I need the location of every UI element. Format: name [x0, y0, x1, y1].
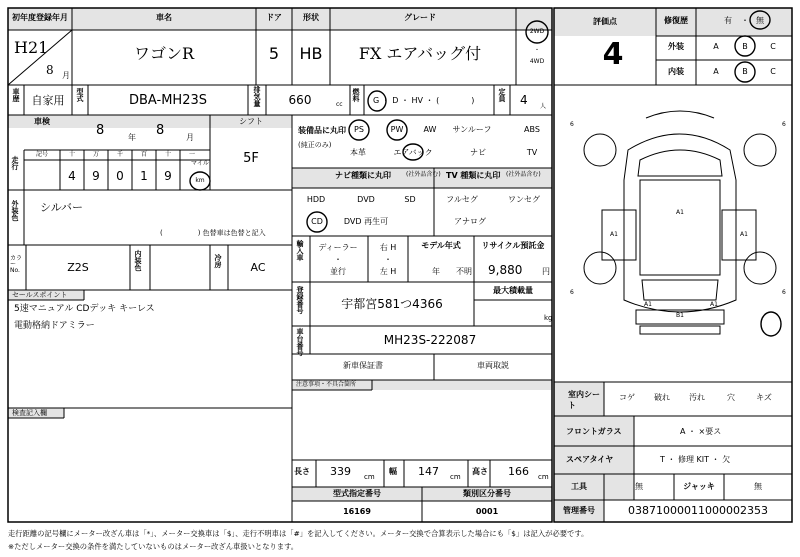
damage-mark-roof: A1 — [676, 209, 684, 216]
equipment-item-3: サンルーフ — [452, 125, 492, 134]
damage-mark-rear-right: A1 — [710, 301, 718, 308]
windshield: A ・ ×要ス — [680, 427, 722, 436]
drive-2wd: 2WD — [529, 28, 545, 35]
mileage-col-label-0: 十 — [68, 151, 76, 158]
jack-label: ジャッキ — [683, 482, 715, 491]
color-note: ( ) 色替車は色替と記入 — [160, 229, 266, 237]
footer-line-2: ※ただしメーター交換の条件を満たしていないものはメーター改ざん車扱いとなります。 — [8, 542, 299, 551]
repair-none: 無 — [756, 16, 764, 25]
height-unit: cm — [538, 473, 549, 481]
mileage-digit-0: 4 — [68, 169, 76, 183]
spare-label: スペアタイヤ — [566, 455, 614, 464]
width-label: 幅 — [389, 467, 397, 476]
length-label: 長さ — [294, 467, 310, 476]
tools-label: 工具 — [571, 482, 587, 491]
capacity-unit: 人 — [540, 103, 547, 110]
import-parallel: 並行 — [330, 267, 346, 276]
equipment-item-2: AW — [423, 125, 437, 134]
exterior-a: A — [713, 42, 719, 51]
mileage-col-label-1: 万 — [92, 151, 100, 158]
mileage-col-label-4: 十 — [164, 151, 172, 158]
length-unit: cm — [364, 473, 375, 481]
color-no: Z2S — [67, 261, 89, 274]
left-hand: 左 H — [379, 267, 397, 276]
shape-label: 形状 — [303, 13, 319, 22]
score-value: 4 — [602, 37, 624, 72]
reg-label: 登録番号 — [296, 286, 304, 314]
class-number: 0001 — [475, 507, 499, 516]
color-no-label: カラーNo. — [10, 255, 23, 274]
navi-item-4: DVD 再生可 — [343, 217, 389, 226]
reg-month-unit: 月 — [62, 71, 70, 80]
mileage-label: 走行 — [11, 156, 19, 170]
displacement: 660 — [288, 93, 312, 107]
mgmt-number: 03871000011000002353 — [628, 504, 768, 517]
tv-sub: (社外品含む) — [506, 171, 541, 178]
chassis-number: MH23S-222087 — [383, 333, 477, 347]
equipment-item-4: ABS — [524, 125, 540, 134]
damage-mark-right: A1 — [740, 231, 748, 238]
seat-item-0: コゲ — [619, 393, 635, 402]
caution-label: 注意事項・不具合箇所 — [296, 381, 357, 388]
seat-label: 室内シート — [568, 390, 600, 410]
vehicle-cat-label: 車歴 — [12, 88, 20, 102]
navi-label: ナビ種類に丸印 — [335, 171, 391, 180]
exterior-c: C — [770, 42, 776, 51]
doors-label: ドア — [266, 13, 282, 22]
doors: 5 — [268, 44, 280, 63]
fuel-label: 燃料 — [352, 88, 360, 102]
shaken-month-unit: 月 — [186, 133, 194, 142]
shift: 5F — [243, 151, 259, 166]
navi-item-2: SD — [404, 195, 416, 204]
selling-points-label: セールスポイント — [12, 291, 68, 299]
kg-unit: kg — [544, 314, 553, 322]
shaken-month: 8 — [156, 123, 165, 138]
repair-have: 有 — [724, 16, 732, 25]
tire-depth-rr: 6 — [782, 289, 786, 296]
capacity: 4 — [520, 93, 528, 107]
chassis-label: 車台番号 — [296, 328, 304, 356]
ac-label: 冷房 — [214, 254, 222, 268]
model-year-label: モデル年式 — [421, 241, 461, 250]
exterior-label: 外装 — [668, 42, 684, 51]
selling-line-1: 5速マニュアル CDデッキ キーレス — [14, 304, 155, 314]
drive-dot: ・ — [533, 47, 541, 54]
shaken-year: 8 — [96, 123, 105, 138]
damage-mark-rear-left: A1 — [644, 301, 652, 308]
selling-line-2: 電動格納ドアミラー — [14, 321, 95, 331]
mileage-col-label-2: 千 — [116, 151, 124, 158]
mile-label: マイル — [191, 160, 209, 167]
spare-tire: T ・ 修理 KIT ・ 欠 — [660, 455, 731, 464]
interior-b: B — [742, 67, 748, 76]
recycle-fee: 9,880 — [488, 263, 523, 277]
model-label: 型式 — [76, 88, 84, 102]
equipment-item-8: TV — [526, 148, 538, 157]
inspection-notes-label: 検査記入欄 — [12, 409, 47, 417]
width-unit: cm — [450, 473, 461, 481]
model-year-unit: 年 — [432, 267, 440, 276]
equipment-item-1: PW — [390, 125, 404, 134]
manual: 車両取説 — [477, 361, 509, 370]
mgmt-label: 管理番号 — [563, 506, 595, 515]
seat-item-4: キズ — [756, 393, 772, 402]
tv-item-2: アナログ — [454, 217, 486, 226]
ac-value: AC — [250, 261, 266, 274]
repair-dot: ・ — [741, 16, 749, 25]
tv-item-1: ワンセグ — [508, 195, 540, 204]
width: 147 — [418, 465, 439, 478]
shift-label: シフト — [239, 117, 263, 126]
shaken-year-unit: 年 — [128, 133, 136, 142]
type-cert-label: 型式指定番号 — [333, 489, 381, 498]
model-year-unknown: 不明 — [456, 267, 472, 276]
hand-dot: ・ — [384, 255, 392, 264]
navi-sub: (社外品含む) — [406, 171, 441, 178]
km-label: km — [195, 177, 205, 184]
jack: 無 — [754, 482, 762, 491]
seat-item-1: 破れ — [654, 393, 670, 402]
equipment-item-5: 本革 — [350, 148, 366, 157]
exterior-b: B — [742, 42, 748, 51]
windshield-label: フロントガラス — [566, 427, 622, 436]
tv-label: TV 種類に丸印 — [446, 171, 501, 180]
grade: FX エアバッグ付 — [358, 44, 482, 63]
grade-label: グレード — [404, 13, 436, 22]
first-reg-label: 初年度登録年月 — [12, 13, 68, 22]
interior-label: 内装 — [668, 67, 684, 76]
tire-depth-rl: 6 — [570, 289, 574, 296]
navi-item-3: CD — [311, 217, 323, 226]
footer-line-1: 走行距離の記号欄にメーター改ざん車は「*」、メーター交換車は「$」、走行不明車は「#」を記入してください。メーター交換で合算表示した場合にも「$」は記入が必要です。 — [8, 529, 589, 538]
repair-history-label: 修復歴 — [664, 16, 688, 25]
tools: 無 — [635, 482, 643, 491]
equipment-item-0: PS — [354, 125, 364, 134]
interior-a: A — [713, 67, 719, 76]
reg-month: 8 — [46, 63, 54, 77]
fuel-options: G ・ D ・ HV ・ ( ) — [373, 96, 475, 105]
interior-color-label: 内装色 — [134, 250, 142, 271]
equipment-sub: (純正のみ) — [298, 141, 332, 149]
tire-depth-fr: 6 — [782, 121, 786, 128]
type-cert: 16169 — [343, 507, 371, 516]
model: DBA-MH23S — [128, 93, 208, 108]
mileage-digit-2: 0 — [116, 169, 124, 183]
navi-item-0: HDD — [306, 195, 326, 204]
import-label: 輸入車 — [296, 240, 304, 261]
interior-c: C — [770, 67, 776, 76]
recycle-label: リサイクル預託金 — [481, 241, 545, 250]
height: 166 — [508, 465, 529, 478]
score-label: 評価点 — [593, 17, 617, 26]
mileage-digit-3: 1 — [140, 169, 148, 183]
tv-item-0: フルセグ — [446, 195, 478, 204]
shaken-label: 車検 — [34, 117, 50, 126]
mileage-digit-1: 9 — [92, 169, 100, 183]
seat-item-3: 穴 — [727, 393, 735, 402]
reg-year: H21 — [14, 38, 49, 57]
class-label: 類別区分番号 — [463, 489, 511, 498]
height-label: 高さ — [472, 467, 488, 476]
mileage-col-label-3: 百 — [140, 151, 148, 158]
damage-mark-bumper: B1 — [676, 312, 684, 319]
equipment-label: 装備品に丸印 — [298, 126, 346, 135]
cc-unit: cc — [336, 101, 343, 108]
max-load-label: 最大積載量 — [493, 286, 533, 295]
exterior-color-label: 外装色 — [11, 200, 19, 221]
right-hand: 右 H — [379, 243, 397, 252]
equipment-item-6: エアバック — [393, 148, 433, 157]
car-name: ワゴンR — [133, 44, 195, 63]
exterior-color: シルバー — [40, 201, 83, 214]
drive-4wd: 4WD — [529, 58, 545, 65]
capacity-label: 定員 — [498, 88, 506, 102]
warranty: 新車保証書 — [343, 361, 383, 370]
reg-number: 宇都宮581つ4366 — [341, 297, 443, 311]
recycle-unit: 円 — [542, 267, 550, 276]
tire-depth-fl: 6 — [570, 121, 574, 128]
length: 339 — [330, 465, 351, 478]
damage-mark-left: A1 — [610, 231, 618, 238]
import-dot: ・ — [334, 255, 342, 264]
navi-item-1: DVD — [357, 195, 375, 204]
mileage-digit-4: 9 — [164, 169, 172, 183]
mileage-mark-label: 記号 — [35, 151, 49, 158]
shape: HB — [299, 44, 323, 63]
seat-item-2: 汚れ — [689, 393, 705, 402]
vehicle-cat: 自家用 — [31, 94, 65, 107]
equipment-item-7: ナビ — [470, 148, 486, 157]
car-name-label: 車名 — [156, 13, 172, 22]
mileage-col-label-5: 一 — [188, 151, 196, 158]
displacement-label: 排気量 — [253, 86, 261, 107]
import-dealer: ディーラー — [318, 243, 358, 252]
